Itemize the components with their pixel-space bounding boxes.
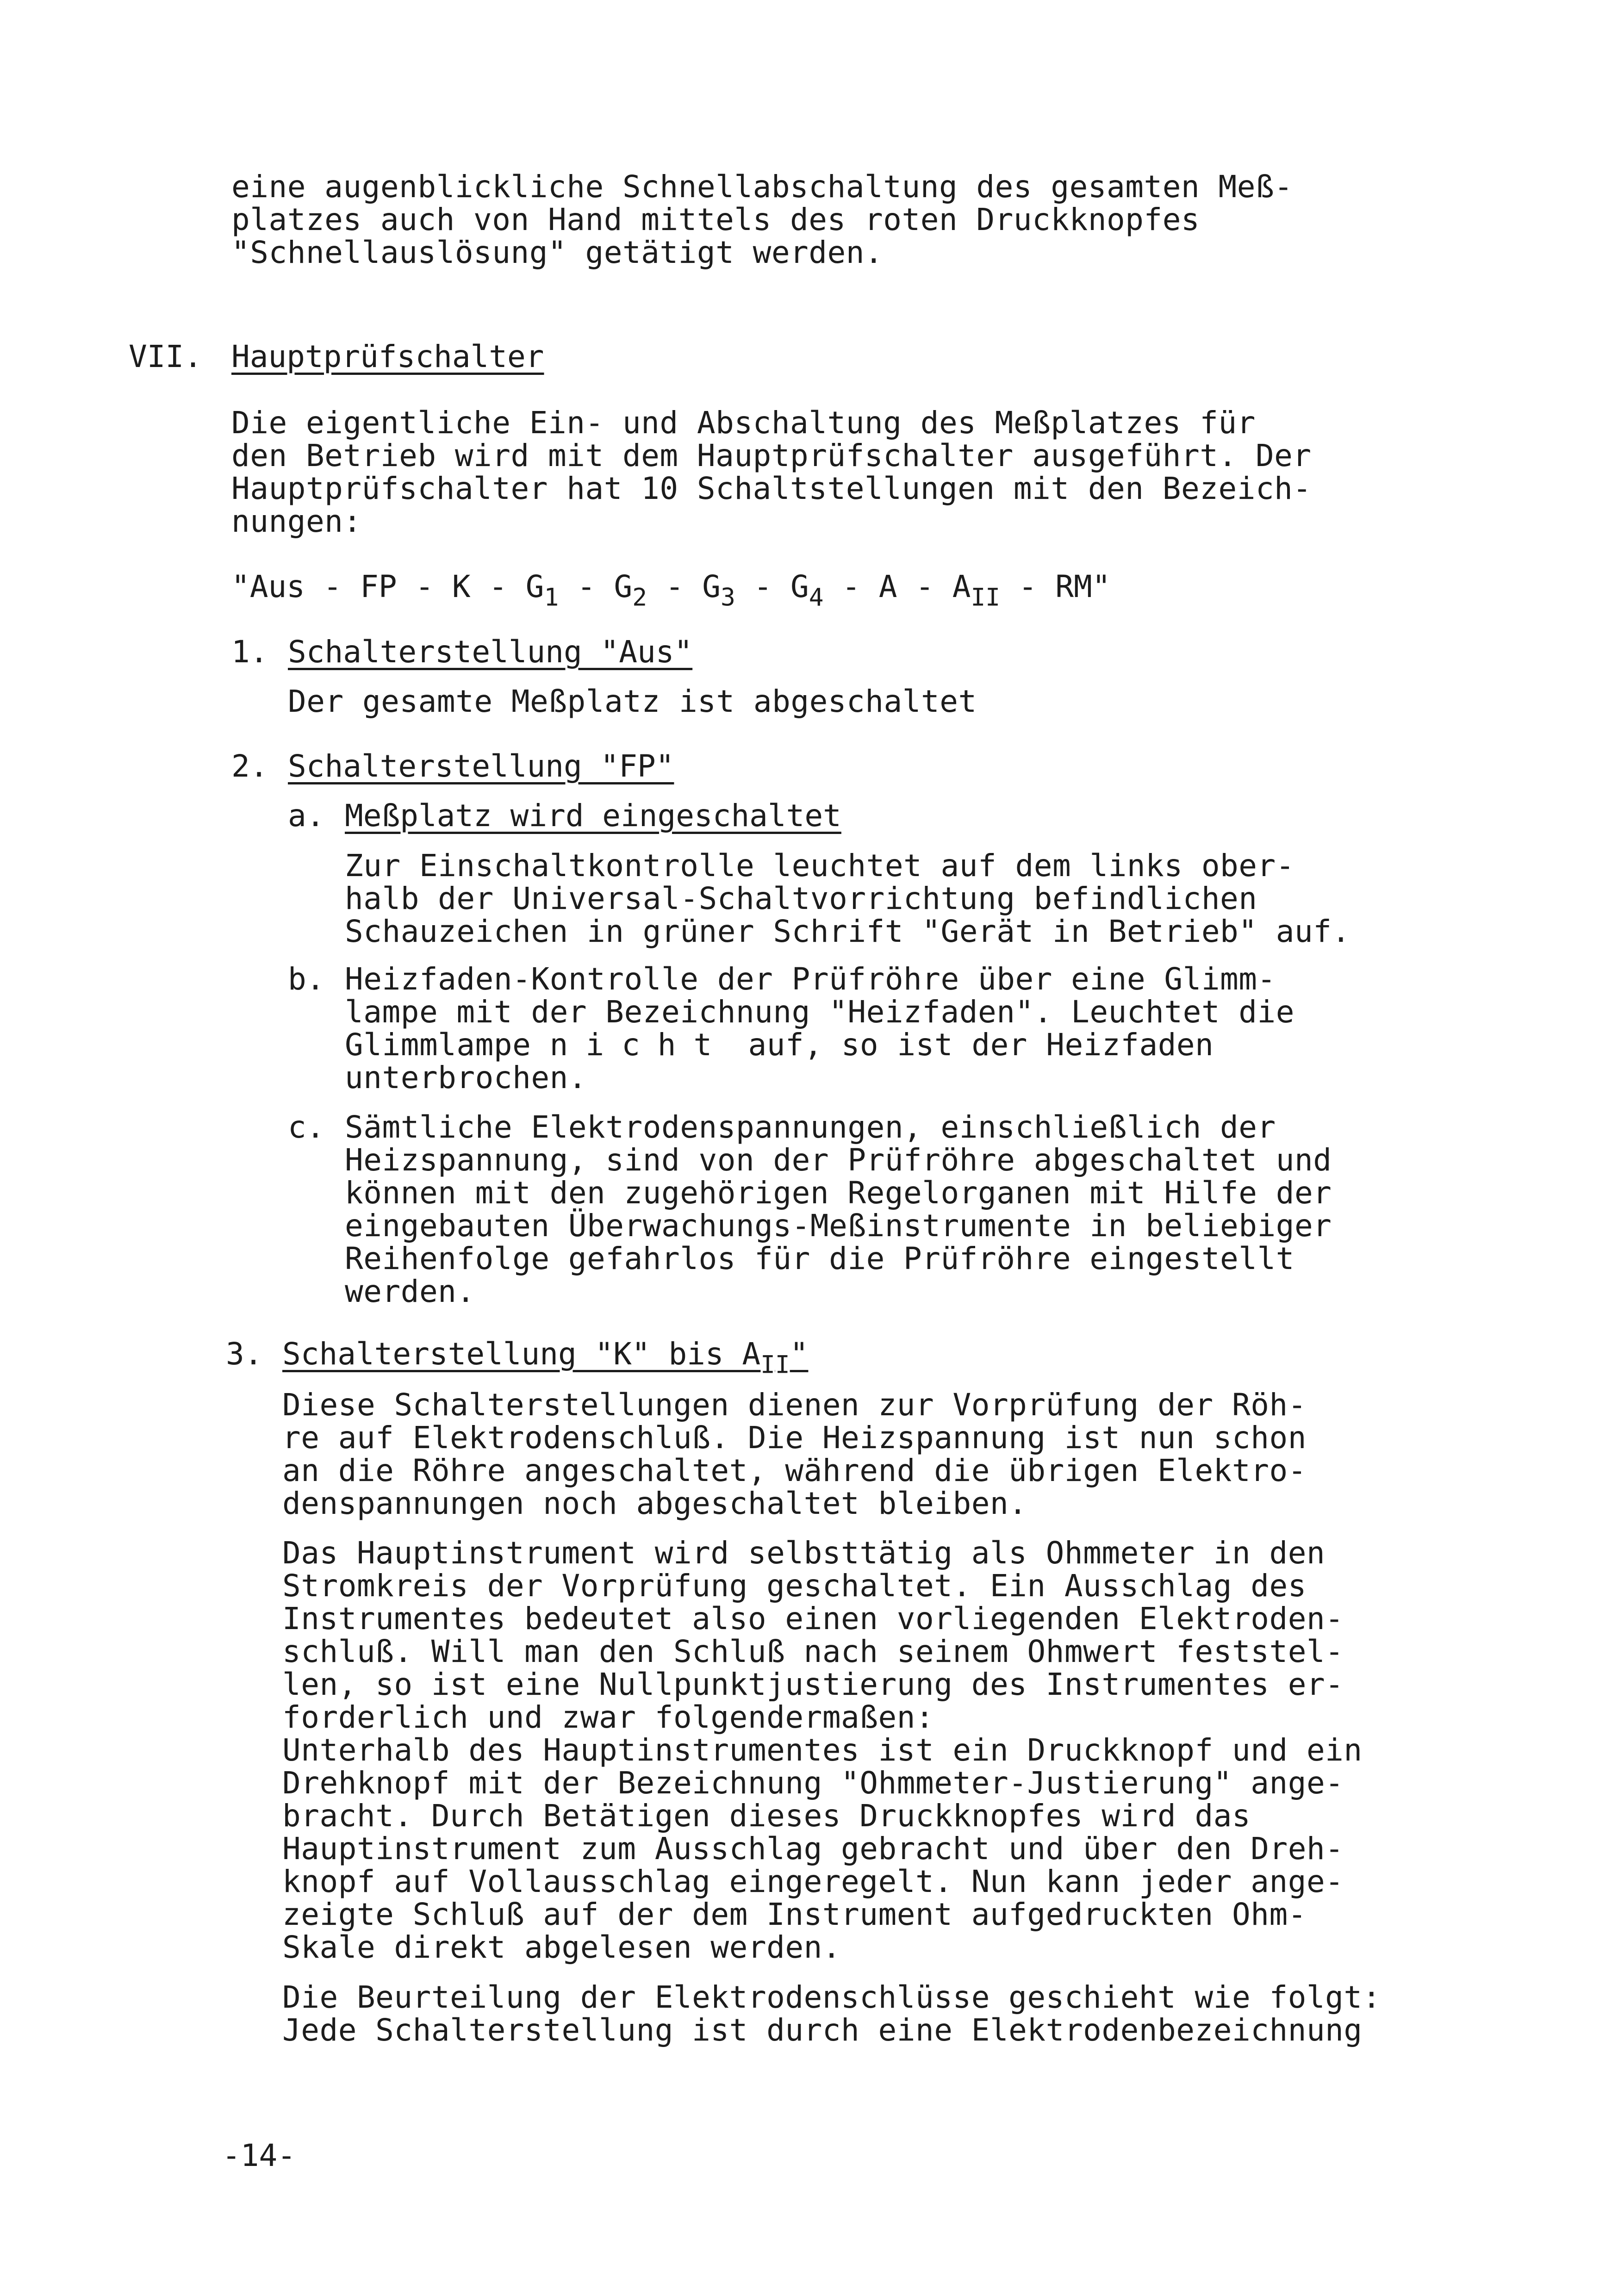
emphasis-nicht: nicht xyxy=(549,1027,730,1063)
switch-positions: "Aus - FP - K - $G_1 - G_2 - G_3 - G_4$ - A - $A_{II}$ - RM" xyxy=(231,569,1111,612)
intro-paragraph: eine augenblickliche Schnellabschaltung des gesamten Meß- platzes auch von Hand mittels des roten Druckknopfes "Schnellauslösung" getätigt werden. xyxy=(231,169,1293,270)
item-1-text: Der gesamte Meßplatz ist abgeschaltet xyxy=(288,684,977,719)
subitem-a-letter: a. xyxy=(288,798,325,834)
section-number: VII. xyxy=(129,339,202,374)
page-number: -14- xyxy=(222,2138,296,2173)
section-paragraph: Die eigentliche Ein- und Abschaltung des Meßplatzes für den Betrieb wird mit dem Hauptprüfschalter ausgeführt. Der Hauptprüfschalter hat 10 Schaltstellungen mit den Bezeich- nungen: xyxy=(231,405,1312,539)
item-3-number: 3. xyxy=(226,1336,263,1372)
item-2-number: 2. xyxy=(231,748,268,784)
item-3-title: Schalterstellung "K" bis $A_{II}$" xyxy=(282,1336,809,1379)
item-3-paragraph-3: Die Beurteilung der Elektrodenschlüsse geschieht wie folgt: Jede Schalterstellung ist durch eine Elektrodenbezeichnung xyxy=(282,1979,1381,2048)
subitem-b-text: Heizfaden-Kontrolle der Prüfröhre über eine Glimm- lampe mit der Bezeichnung "Heizfaden". Leuchtet die Glimmlampe nicht auf, so ist der Heizfaden unterbrochen. xyxy=(345,961,1295,1095)
subitem-c-text: Sämtliche Elektrodenspannungen, einschließlich der Heizspannung, sind von der Prüfröhre abgeschaltet und können mit den zugehörigen Regelorganen mit Hilfe der eingebauten Überwachungs-Meßinstrumente in beliebiger Reihenfolge gefahrlos für die Prüfröhre eingestellt werden. xyxy=(345,1109,1332,1309)
item-1-title: Schalterstellung "Aus" xyxy=(288,634,693,670)
section-title: Hauptprüfschalter xyxy=(231,339,544,374)
subitem-a-title: Meßplatz wird eingeschaltet xyxy=(345,798,841,834)
subitem-c-letter: c. xyxy=(288,1109,325,1145)
item-1-number: 1. xyxy=(231,634,268,670)
item-3-paragraph-1: Diese Schalterstellungen dienen zur Vorprüfung der Röh- re auf Elektrodenschluß. Die Heizspannung ist nun schon an die Röhre angeschaltet, während die übrigen Elektro- denspannungen noch abgeschaltet bleiben. xyxy=(282,1387,1307,1521)
item-2-title: Schalterstellung "FP" xyxy=(288,748,674,784)
subitem-a-text: Zur Einschaltkontrolle leuchtet auf dem links ober- halb der Universal-Schaltvorrichtung befindlichen Schauzeichen in grüner Schrift "Gerät in Betrieb" auf. xyxy=(345,848,1350,949)
subitem-b-letter: b. xyxy=(288,961,325,997)
item-3-paragraph-2: Das Hauptinstrument wird selbsttätig als Ohmmeter in den Stromkreis der Vorprüfung geschaltet. Ein Ausschlag des Instrumentes bedeutet also einen vorliegenden Elektroden- schluß. Will man den Schluß nach seinem Ohmwert feststel- len, so ist eine Nullpunktjustierung des Instrumentes er- forderlich und zwar folgendermaßen: Unterhalb des Hauptinstrumentes ist ein Druckknopf und ein Drehknopf mit der Bezeichnung "Ohmmeter-Justierung" ange- bracht. Durch Betätigen dieses Druckknopfes wird das Hauptinstrument zum Ausschlag gebracht und über den Dreh- knopf auf Vollausschlag eingeregelt. Nun kann jeder ange- zeigte Schluß auf der dem Instrument aufgedruckten Ohm- Skale direkt abgelesen werden. xyxy=(282,1535,1363,1965)
